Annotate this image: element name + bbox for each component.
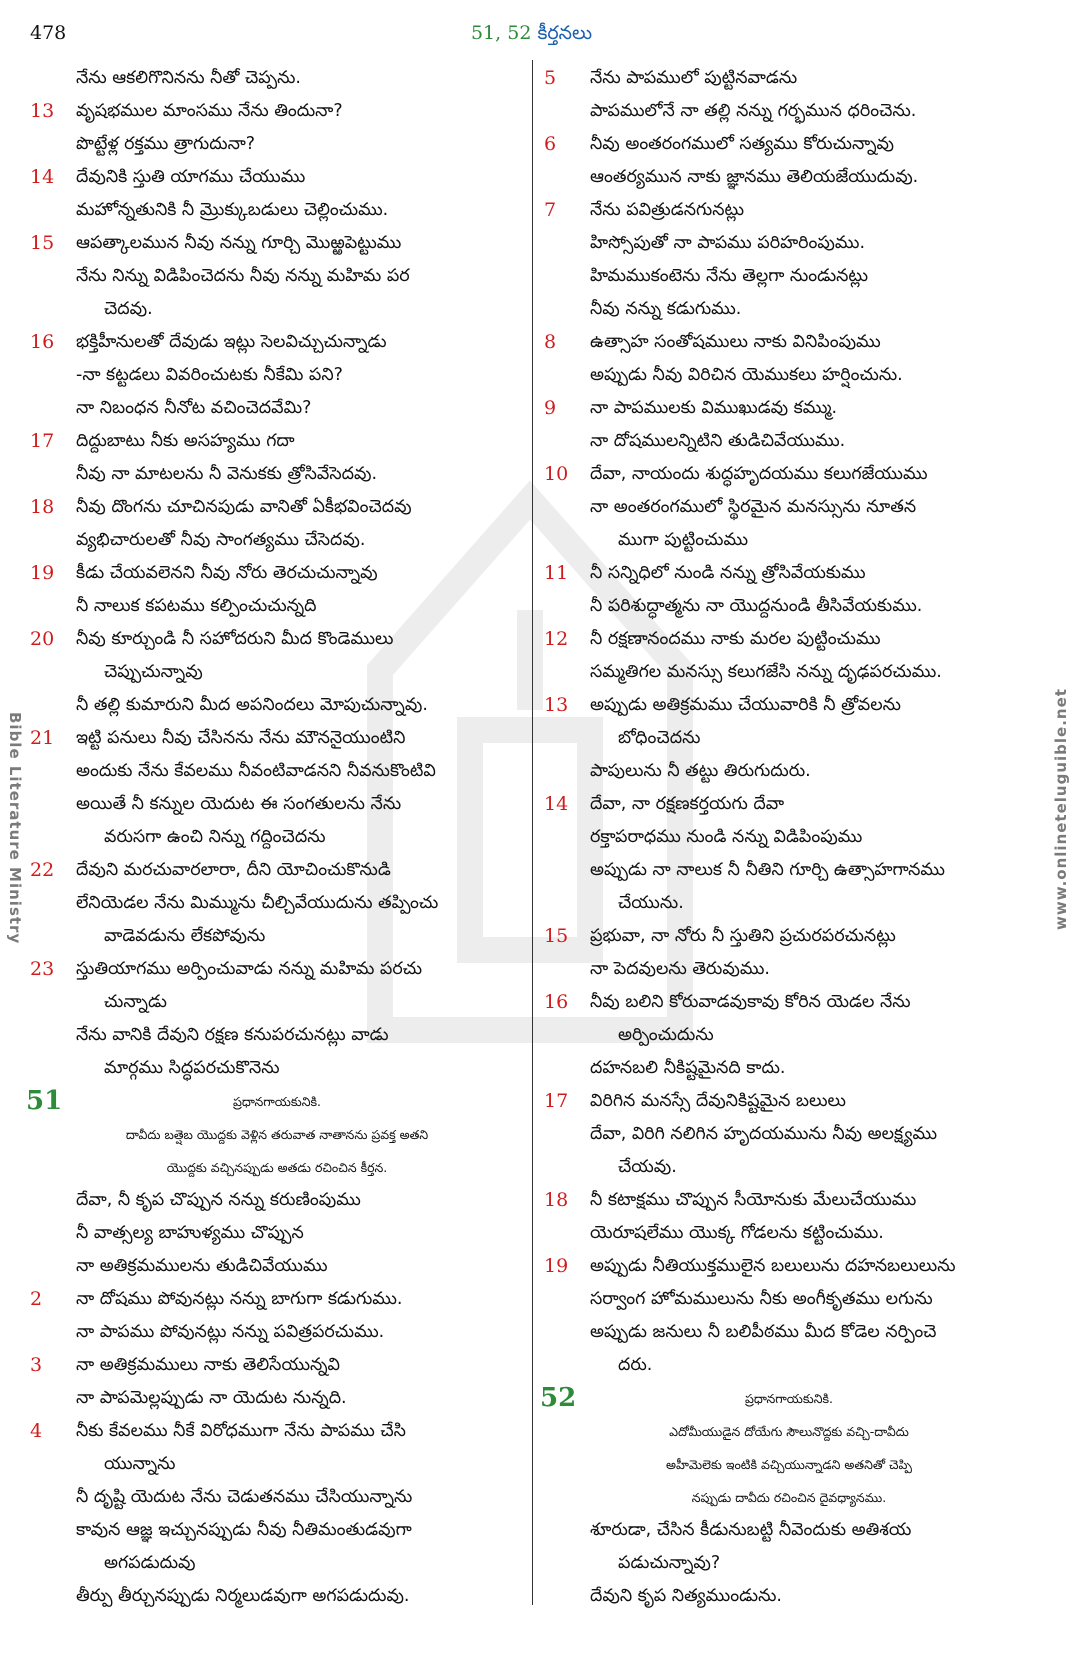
verse-text: లేనియెడల నేను మిమ్మును చీల్చివేయుదును తప్పించు (76, 893, 439, 913)
verse-line (540, 524, 1038, 557)
verse-line (26, 1349, 528, 1382)
superscription-text: దావీదు బత్షెబ యొద్దకు వెళ్లిన తరువాత నాతానను ప్రవక్త అతని (125, 1127, 429, 1142)
verse-number: 14 (544, 793, 569, 815)
superscription-line (540, 1448, 1038, 1481)
verse-text: భక్తిహీనులతో దేవుడు ఇట్లు సెలవిచ్చుచున్నాడు (76, 332, 387, 352)
verse-text: హిమముకంటెను నేను తెల్లగా నుండునట్లు (590, 266, 868, 286)
verse-line (540, 1316, 1038, 1349)
verse-text: దేవా, విరిగి నలిగిన హృదయమును నీవు అలక్ష్యము (590, 1124, 938, 1144)
verse-line (26, 128, 528, 161)
verse-number: 23 (30, 958, 55, 980)
verse-line (26, 1514, 528, 1547)
verse-text: నీవు నన్ను కడుగుము. (590, 299, 742, 319)
verse-line (540, 161, 1038, 194)
verse-text: దహనబలి నీకిష్టమైనది కాదు. (590, 1058, 786, 1078)
verse-number: 3 (30, 1354, 43, 1376)
verse-number: 22 (30, 859, 55, 881)
verse-text: నేను నిన్ను విడిపించెదను నీవు నన్ను మహిమ పర (76, 266, 410, 286)
verse-line (540, 1019, 1038, 1052)
verse-text: నీకు కేవలము నీకే విరోధముగా నేను పాపము చేసి (76, 1421, 406, 1441)
verse-line (26, 62, 528, 95)
verse-text: యున్నాను (104, 1454, 176, 1474)
verse-line (540, 194, 1038, 227)
superscription-text: ప్రధానగాయకునికి. (233, 1094, 321, 1109)
verse-text: అప్పుడు నీవు విరిచిన యెముకలు హర్షించును. (590, 365, 903, 385)
left-column (26, 62, 528, 1613)
verse-line (540, 1151, 1038, 1184)
verse-number: 15 (30, 232, 55, 254)
side-text-left: Bible Literature Ministry (6, 712, 24, 945)
verse-line (540, 1547, 1038, 1580)
verse-line (540, 821, 1038, 854)
verse-number: 18 (544, 1189, 569, 1211)
verse-line (26, 689, 528, 722)
page-number: 478 (30, 22, 67, 44)
verse-text: అప్పుడు జనులు నీ బలిపీఠము మీద కోడెల నర్పించె (590, 1322, 937, 1342)
verse-text: చేయును. (618, 893, 684, 913)
verse-text: దేవుని మరచువారలారా, దీని యోచించుకొనుడి (76, 860, 391, 880)
verse-line (26, 1052, 528, 1085)
verse-text: మహోన్నతునికి నీ మ్రొక్కుబడులు చెల్లించుము. (76, 200, 389, 220)
verse-text: నా దోషములన్నిటిని తుడిచివేయుము. (590, 431, 846, 451)
verse-text: చెప్పుచున్నావు (104, 662, 203, 682)
verse-text: దరు. (618, 1355, 653, 1375)
verse-text: శూరుడా, చేసిన కీడునుబట్టి నీవెందుకు అతిశయ (590, 1520, 912, 1540)
verse-line (26, 161, 528, 194)
verse-number: 19 (30, 562, 55, 584)
verse-text: నా పాపములకు విముఖుడవు కమ్ము. (590, 398, 838, 418)
verse-text: దేవా, నీ కృప చొప్పున నన్ను కరుణింపుము (76, 1190, 361, 1210)
verse-text: చెదవు. (104, 299, 153, 319)
verse-text: నీ తల్లి కుమారుని మీద అపనిందలు మోపుచున్నావు. (76, 695, 428, 715)
verse-line (540, 326, 1038, 359)
verse-number: 4 (30, 1420, 43, 1442)
verse-number: 19 (544, 1255, 569, 1277)
verse-line (540, 722, 1038, 755)
verse-text: మార్గము సిద్ధపరచుకొనెను (104, 1058, 280, 1078)
verse-line (540, 1217, 1038, 1250)
verse-line (540, 227, 1038, 260)
superscription-line (540, 1481, 1038, 1514)
superscription-text: అహీమెలెకు ఇంటికి వచ్చియున్నాడని అతనితో చెప్పి (666, 1457, 912, 1472)
verse-line (540, 689, 1038, 722)
verse-line (26, 656, 528, 689)
psalm-number: 52 (540, 1383, 577, 1413)
running-title-text: కీర్తనలు (537, 22, 593, 44)
verse-line (540, 293, 1038, 326)
verse-line (26, 1184, 528, 1217)
verse-text: నీ రక్షణానందము నాకు మరల పుట్టించుము (590, 629, 881, 649)
verse-line (540, 359, 1038, 392)
verse-line (540, 887, 1038, 920)
verse-line (26, 1580, 528, 1613)
verse-line (540, 1184, 1038, 1217)
verse-line (540, 491, 1038, 524)
verse-text: చున్నాడు (104, 992, 167, 1012)
verse-number: 21 (30, 727, 55, 749)
verse-text: నా అతిక్రమములు నాకు తెలిసేయున్నవి (76, 1355, 340, 1375)
verse-line (26, 227, 528, 260)
verse-text: పాపములోనే నా తల్లి నన్ను గర్భమున ధరించెను. (590, 101, 917, 121)
verse-text: సర్వాంగ హోమములును నీకు అంగీకృతము లగును (590, 1289, 933, 1309)
verse-line (540, 1580, 1038, 1613)
verse-number: 20 (30, 628, 55, 650)
verse-text: యెరూషలేము యొక్క గోడలను కట్టించుము. (590, 1223, 884, 1243)
verse-line (26, 722, 528, 755)
verse-line (26, 524, 528, 557)
verse-line (540, 953, 1038, 986)
verse-line (26, 1217, 528, 1250)
verse-line (540, 95, 1038, 128)
verse-line (540, 623, 1038, 656)
verse-text: నా పెదవులను తెరువుము. (590, 959, 770, 979)
verse-number: 16 (544, 991, 569, 1013)
verse-text: అగపడుదువు (104, 1553, 196, 1573)
verse-text: ముగా పుట్టించుము (618, 530, 749, 550)
verse-line (540, 590, 1038, 623)
verse-line (26, 1316, 528, 1349)
verse-number: 18 (30, 496, 55, 518)
verse-text: వాడెవడును లేకపోవును (104, 926, 266, 946)
verse-line (540, 854, 1038, 887)
verse-text: నీ పరిశుద్ధాత్మను నా యొద్దనుండి తీసివేయకుము. (590, 596, 923, 616)
verse-text: కీడు చేయవలెనని నీవు నోరు తెరచుచున్నావు (76, 563, 378, 583)
psalm-number: 51 (26, 1086, 63, 1116)
verse-number: 13 (544, 694, 569, 716)
verse-line (26, 194, 528, 227)
verse-line (540, 1118, 1038, 1151)
verse-line (26, 425, 528, 458)
verse-text: నా అతిక్రమములను తుడిచివేయుము (76, 1256, 328, 1276)
verse-text: నీవు అంతరంగములో సత్యము కోరుచున్నావు (590, 134, 895, 154)
verse-text: నా అంతరంగములో స్థిరమైన మనస్సును నూతన (590, 497, 917, 517)
verse-text: నీవు దొంగను చూచినపుడు వానితో ఏకీభవించెదవు (76, 497, 412, 517)
verse-number: 10 (544, 463, 569, 485)
verse-line (26, 920, 528, 953)
verse-text: దేవా, నా రక్షణకర్తయగు దేవా (590, 794, 785, 814)
verse-line (26, 326, 528, 359)
verse-line (26, 1019, 528, 1052)
column-divider (532, 60, 533, 1605)
verse-text: ప్రభువా, నా నోరు నీ స్తుతిని ప్రచురపరచునట్లు (590, 926, 896, 946)
verse-text: వృషభముల మాంసము నేను తిందునా? (76, 101, 343, 121)
verse-text: పాపులును నీ తట్టు తిరుగుదురు. (590, 761, 811, 781)
verse-text: పొట్టేళ్ల రక్తము త్రాగుదునా? (76, 134, 256, 154)
verse-line (26, 590, 528, 623)
verse-text: నీ కటాక్షము చొప్పున సీయోనుకు మేలుచేయుము (590, 1190, 917, 1210)
superscription-line (26, 1118, 528, 1151)
verse-number: 12 (544, 628, 569, 650)
verse-text: నా దోషము పోవునట్లు నన్ను బాగుగా కడుగుము. (76, 1289, 403, 1309)
verse-line (540, 557, 1038, 590)
verse-line (26, 491, 528, 524)
psalm-heading (540, 1382, 1038, 1415)
verse-text: దేవుని కృప నిత్యముండును. (590, 1586, 782, 1606)
verse-text: నా పాపము పోవునట్లు నన్ను పవిత్రపరచుము. (76, 1322, 385, 1342)
verse-line (540, 1052, 1038, 1085)
verse-line (26, 95, 528, 128)
verse-text: కావున ఆజ్ఞ ఇచ్చునప్పుడు నీవు నీతిమంతుడవుగా (76, 1520, 412, 1540)
verse-line (540, 128, 1038, 161)
verse-text: దిద్దుబాటు నీకు అసహ్యము గదా (76, 431, 295, 451)
verse-line (540, 1514, 1038, 1547)
superscription-line (540, 1415, 1038, 1448)
verse-line (540, 62, 1038, 95)
verse-text: దేవునికి స్తుతి యాగము చేయుము (76, 167, 306, 187)
verse-number: 9 (544, 397, 557, 419)
verse-line (26, 1415, 528, 1448)
superscription-text: నప్పుడు దావీదు రచించిన దైవధ్యానము. (691, 1490, 887, 1505)
verse-text: నీవు కూర్చుండి నీ సహోదరుని మీద కొండెములు (76, 629, 394, 649)
verse-text: పడుచున్నావు? (618, 1553, 721, 1573)
verse-text: చేయవు. (618, 1157, 677, 1177)
verse-line (26, 1448, 528, 1481)
verse-line (26, 953, 528, 986)
verse-text: సమ్మతిగల మనస్సు కలుగజేసి నన్ను దృఢపరచుము. (590, 662, 942, 682)
verse-line (26, 788, 528, 821)
verse-text: ఉత్సాహ సంతోషములు నాకు వినిపింపుము (590, 332, 881, 352)
verse-line (540, 986, 1038, 1019)
verse-text: నీ నాలుక కపటము కల్పించుచున్నది (76, 596, 317, 616)
verse-line (26, 755, 528, 788)
verse-text: తీర్పు తీర్చునప్పుడు నిర్మలుడవుగా అగపడుదువు. (76, 1586, 410, 1606)
verse-number: 2 (30, 1288, 43, 1310)
verse-line (540, 1085, 1038, 1118)
verse-line (26, 986, 528, 1019)
verse-text: నీ వాత్సల్య బాహుళ్యము చొప్పున (76, 1223, 304, 1243)
verse-line (540, 392, 1038, 425)
verse-line (26, 293, 528, 326)
verse-text: విరిగిన మనస్సే దేవునికిష్టమైన బలులు (590, 1091, 846, 1111)
verse-line (26, 260, 528, 293)
verse-line (540, 1283, 1038, 1316)
verse-line (26, 359, 528, 392)
verse-number: 7 (544, 199, 557, 221)
verse-line (540, 1250, 1038, 1283)
verse-text: నా నిబంధన నీనోట వచించెదవేమి? (76, 398, 312, 418)
verse-line (540, 755, 1038, 788)
right-column (540, 62, 1038, 1613)
verse-number: 15 (544, 925, 569, 947)
verse-number: 14 (30, 166, 55, 188)
verse-text: నేను పాపములో పుట్టినవాడను (590, 68, 798, 88)
verse-text: నేను వానికి దేవుని రక్షణ కనుపరచునట్లు వాడు (76, 1025, 389, 1045)
verse-text: రక్తాపరాధము నుండి నన్ను విడిపింపుము (590, 827, 863, 847)
verse-line (540, 1349, 1038, 1382)
verse-text: నీవు బలిని కోరువాడవుకావు కోరిన యెడల నేను (590, 992, 911, 1012)
verse-text: అప్పుడు నీతియుక్తములైన బలులును దహనబలులును (590, 1256, 956, 1276)
verse-line (26, 887, 528, 920)
psalm-heading (26, 1085, 528, 1118)
superscription-text: ఎదోమీయుడైన దోయేగు సౌలునొద్దకు వచ్చి-దావీదు (669, 1424, 909, 1439)
verse-text: దేవా, నాయందు శుద్ధహృదయము కలుగజేయుము (590, 464, 928, 484)
verse-line (540, 260, 1038, 293)
verse-line (26, 854, 528, 887)
verse-line (540, 458, 1038, 491)
verse-line (26, 1481, 528, 1514)
side-text-right: www.onlineteluguible.net (1052, 688, 1070, 930)
verse-line (26, 557, 528, 590)
verse-text: అందుకు నేను కేవలము నీవంటివాడనని నీవనుకొంటివి (76, 761, 436, 781)
verse-number: 16 (30, 331, 55, 353)
verse-line (540, 425, 1038, 458)
verse-number: 17 (544, 1090, 569, 1112)
verse-text: వ్యభిచారులతో నీవు సాంగత్యము చేసెదవు. (76, 530, 366, 550)
verse-text: నేను పవిత్రుడనగునట్లు (590, 200, 745, 220)
verse-text: ఇట్టి పనులు నీవు చేసినను నేను మౌననైయుంటిని (76, 728, 406, 748)
verse-text: హిస్సోపుతో నా పాపము పరిహరింపుము. (590, 233, 866, 253)
verse-text: ఆపత్కాలమున నీవు నన్ను గూర్చి మొఱ్ఱపెట్టుము (76, 233, 402, 253)
verse-number: 17 (30, 430, 55, 452)
verse-line (26, 821, 528, 854)
verse-number: 11 (544, 562, 569, 584)
verse-number: 6 (544, 133, 557, 155)
verse-line (26, 1382, 528, 1415)
verse-text: నా పాపమెల్లప్పుడు నా యెదుట నున్నది. (76, 1388, 347, 1408)
verse-number: 5 (544, 67, 557, 89)
superscription-text: ప్రధానగాయకునికి. (745, 1391, 833, 1406)
verse-text: వరుసగా ఉంచి నిన్ను గద్దించెదను (104, 827, 326, 847)
verse-text: -నా కట్టడలు వివరించుటకు నీకేమి పని? (76, 365, 343, 385)
verse-text: బోధించెదను (618, 728, 701, 748)
verse-line (540, 656, 1038, 689)
verse-line (26, 1547, 528, 1580)
verse-text: నీ సన్నిధిలో నుండి నన్ను త్రోసివేయకుము (590, 563, 866, 583)
verse-text: అప్పుడు నా నాలుక నీ నీతిని గూర్చి ఉత్సాహగానము (590, 860, 945, 880)
superscription-line (26, 1151, 528, 1184)
verse-text: అయితే నీ కన్నుల యెదుట ఈ సంగతులను నేను (76, 794, 402, 814)
verse-line (26, 623, 528, 656)
verse-text: నీ దృష్టి యెదుట నేను చెడుతనము చేసియున్నాను (76, 1487, 413, 1507)
verse-text: ఆంతర్యమున నాకు జ్ఞానము తెలియజేయుదువు. (590, 167, 919, 187)
verse-line (540, 788, 1038, 821)
verse-text: నేను ఆకలిగొనినను నీతో చెప్పను. (76, 68, 301, 88)
verse-line (540, 920, 1038, 953)
superscription-text: యొద్దకు వచ్చినప్పుడు అతడు రచించిన కీర్తన. (166, 1160, 388, 1175)
verse-line (26, 392, 528, 425)
verse-line (26, 1283, 528, 1316)
verse-line (26, 1250, 528, 1283)
verse-text: నీవు నా మాటలను నీ వెనుకకు త్రోసివేసెదవు. (76, 464, 378, 484)
verse-line (26, 458, 528, 491)
verse-text: స్తుతియాగము అర్పించువాడు నన్ను మహిమ పరచు (76, 959, 423, 979)
verse-text: అప్పుడు అతిక్రమము చేయువారికి నీ త్రోవలను (590, 695, 901, 715)
verse-number: 13 (30, 100, 55, 122)
running-title-numbers: 51, 52 (470, 22, 532, 44)
verse-number: 8 (544, 331, 557, 353)
running-title (0, 22, 1063, 49)
verse-text: అర్పించుదును (618, 1025, 714, 1045)
